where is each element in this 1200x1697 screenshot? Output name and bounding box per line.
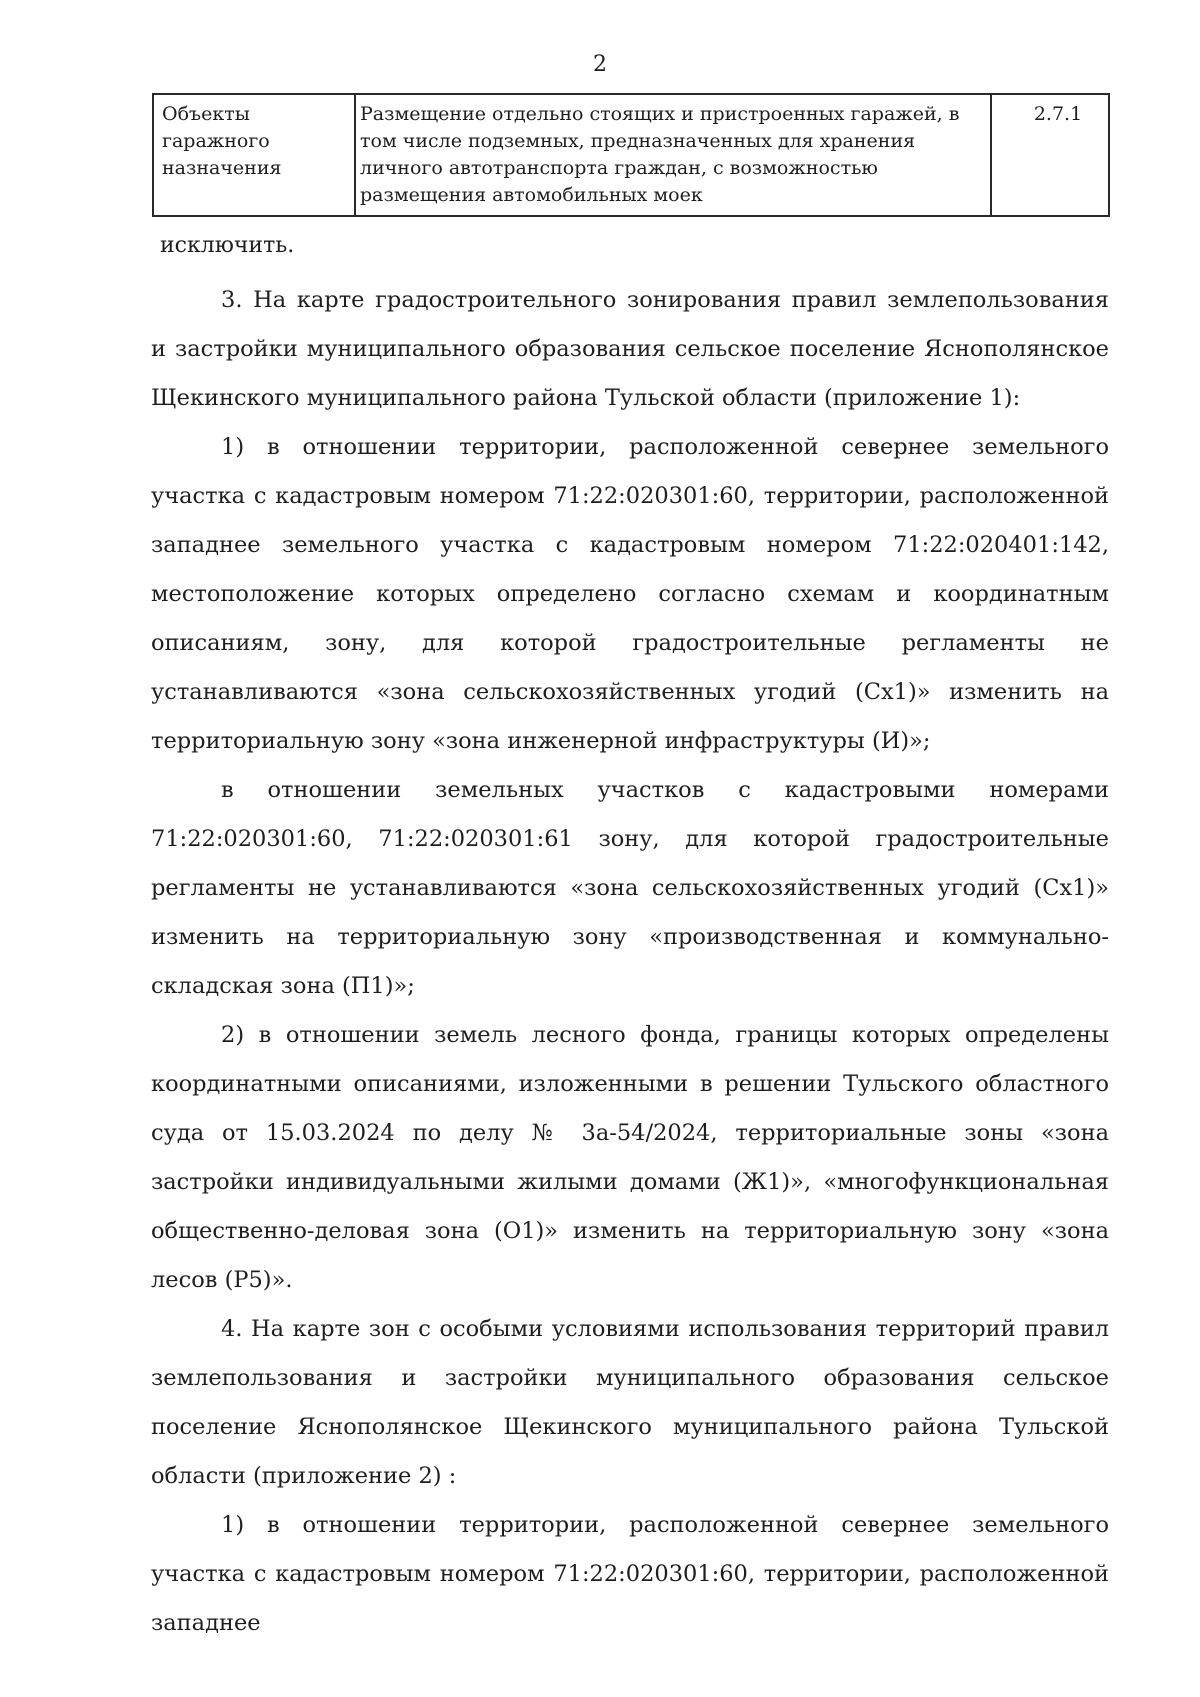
exclude-word: исключить. (160, 233, 295, 258)
paragraph: 3. На карте градостроительного зонирования правил землепользования и застройки муниципального образования сельское поселение Яснополянское Щекинского муниципального района Тульской области (приложение 1): (151, 287, 1109, 411)
table-row (153, 94, 1109, 216)
paragraph: в отношении земельных участков с кадастровыми номерами 71:22:020301:60, 71:22:020301:61 зону, для которой градостроительные регламенты не устанавливаются «зона сельскохозяйственных угодий (Сх1)» изменить на территориальную зону «производственная и коммунально-складская зона (П1)»; (151, 777, 1109, 999)
land-use-table (152, 93, 1110, 217)
code-value: 2.7.1 (1033, 103, 1083, 125)
paragraph: 1) в отношении территории, расположенной севернее земельного участка с кадастровым номером 71:22:020301:60, территории, расположенной западнее (151, 1512, 1109, 1636)
table-cell-object-type: Объекты гаражного назначения (153, 94, 355, 216)
paragraph: 1) в отношении территории, расположенной севернее земельного участка с кадастровым номером 71:22:020301:60, территории, расположенной западнее земельного участка с кадастровым номером 71:22:020401:142, местоположение которых определено согласно схемам и координатным описаниям, зону, для которой градостроительные регламенты не устанавливаются «зона сельскохозяйственных угодий (Сх1)» изменить на территориальную зону «зона инженерной инфраструктуры (И)»; (151, 434, 1109, 754)
table-cell-description: Размещение отдельно стоящих и пристроенных гаражей, в том числе подземных, предназначенных для хранения личного автотранспорта граждан, с возможностью размещения автомобильных моек (355, 94, 991, 216)
body-text (151, 276, 1109, 1648)
paragraph: 2) в отношении земель лесного фонда, границы которых определены координатными описаниями, изложенными в решении Тульского областного суда от 15.03.2024 по делу № 3а-54/2024, территориальные зоны «зона застройки индивидуальными жилыми домами (Ж1)», «многофункциональная общественно-деловая зона (О1)» изменить на территориальную зону «зона лесов (Р5)». (151, 1022, 1109, 1293)
paragraph: 4. На карте зон с особыми условиями использования территорий правил землепользования и застройки муниципального образования сельское поселение Яснополянское Щекинского муниципального района Тульской области (приложение 2) : (151, 1316, 1109, 1489)
page-number: 2 (593, 52, 607, 77)
table-cell-code (991, 94, 1109, 216)
